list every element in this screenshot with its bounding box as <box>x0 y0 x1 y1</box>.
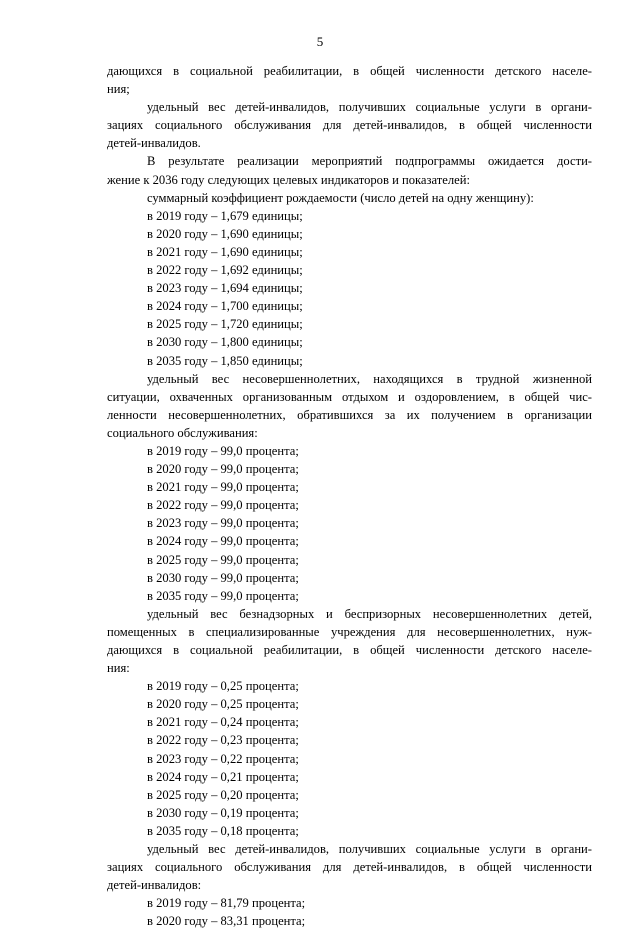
document-body <box>107 62 592 931</box>
indicator-heading: суммарный коэффициент рождаемости (число детей на одну женщину): <box>147 190 534 205</box>
indicator-heading: удельный вес безнадзорных и беспризорных несовершеннолетних детей, <box>147 606 592 621</box>
indicator-heading: удельный вес детей-инвалидов, получивших социальные услуги в органи- <box>147 842 592 857</box>
list-item: в 2019 году – 1,679 единицы; <box>147 208 303 223</box>
list-item: в 2024 году – 99,0 процента; <box>147 534 299 549</box>
list-item: в 2022 году – 0,23 процента; <box>147 733 299 748</box>
continuation-line: дающихся в социальной реабилитации, в общей численности детского населе- <box>107 64 592 78</box>
page-number: 5 <box>316 34 324 49</box>
paragraph-line: детей-инвалидов. <box>107 136 201 151</box>
list-item: в 2030 году – 99,0 процента; <box>147 570 299 585</box>
continuation-line: ния; <box>107 82 130 97</box>
list-item: в 2030 году – 1,800 единицы; <box>147 335 303 350</box>
list-item: в 2021 году – 1,690 единицы; <box>147 244 303 259</box>
list-item: в 2020 году – 1,690 единицы; <box>147 226 303 241</box>
indicator-heading: зациях социального обслуживания для детей-инвалидов, в общей численности <box>107 860 592 875</box>
list-item: в 2035 году – 1,850 единицы; <box>147 353 303 368</box>
list-item: в 2024 году – 1,700 единицы; <box>147 299 303 314</box>
paragraph-line: удельный вес детей-инвалидов, получивших социальные услуги в органи- <box>147 100 592 115</box>
list-item: в 2020 году – 99,0 процента; <box>147 462 299 477</box>
list-item: в 2022 году – 99,0 процента; <box>147 498 299 513</box>
list-item: в 2019 году – 81,79 процента; <box>147 896 306 911</box>
paragraph-line: зациях социального обслуживания для детей-инвалидов, в общей численности <box>107 118 592 133</box>
indicator-heading: ситуации, охваченных организованным отдыхом и оздоровлением, в общей чис- <box>107 389 592 404</box>
list-item: в 2022 году – 1,692 единицы; <box>147 263 303 278</box>
list-item: в 2020 году – 83,31 процента; <box>147 914 306 929</box>
list-item: в 2035 году – 99,0 процента; <box>147 588 299 603</box>
list-item: в 2021 году – 0,24 процента; <box>147 715 299 730</box>
indicator-heading: удельный вес несовершеннолетних, находящихся в трудной жизненной <box>147 371 592 386</box>
list-item: в 2019 году – 0,25 процента; <box>147 679 299 694</box>
indicator-heading: социального обслуживания: <box>107 425 258 440</box>
list-item: в 2021 году – 99,0 процента; <box>147 480 299 495</box>
list-item: в 2023 году – 1,694 единицы; <box>147 281 303 296</box>
list-item: в 2025 году – 0,20 процента; <box>147 787 299 802</box>
list-item: в 2023 году – 0,22 процента; <box>147 751 299 766</box>
list-item: в 2025 году – 99,0 процента; <box>147 552 299 567</box>
list-item: в 2020 году – 0,25 процента; <box>147 697 299 712</box>
indicator-heading: помещенных в специализированные учреждения для несовершеннолетних, нуж- <box>107 624 592 639</box>
list-item: в 2019 году – 99,0 процента; <box>147 443 299 458</box>
indicator-heading: дающихся в социальной реабилитации, в общей численности детского населе- <box>107 643 592 657</box>
list-item: в 2023 году – 99,0 процента; <box>147 516 299 531</box>
paragraph-line: В результате реализации мероприятий подпрограммы ожидается дости- <box>147 154 592 169</box>
list-item: в 2025 году – 1,720 единицы; <box>147 317 303 332</box>
list-item: в 2024 году – 0,21 процента; <box>147 769 299 784</box>
list-item: в 2035 году – 0,18 процента; <box>147 823 299 838</box>
indicator-heading: детей-инвалидов: <box>107 878 202 893</box>
indicator-heading: ния: <box>107 661 130 676</box>
paragraph-line: жение к 2036 году следующих целевых индикаторов и показателей: <box>107 172 470 187</box>
list-item: в 2030 году – 0,19 процента; <box>147 805 299 820</box>
indicator-heading: ленности несовершеннолетних, обратившихся за их получением в организации <box>107 407 592 422</box>
